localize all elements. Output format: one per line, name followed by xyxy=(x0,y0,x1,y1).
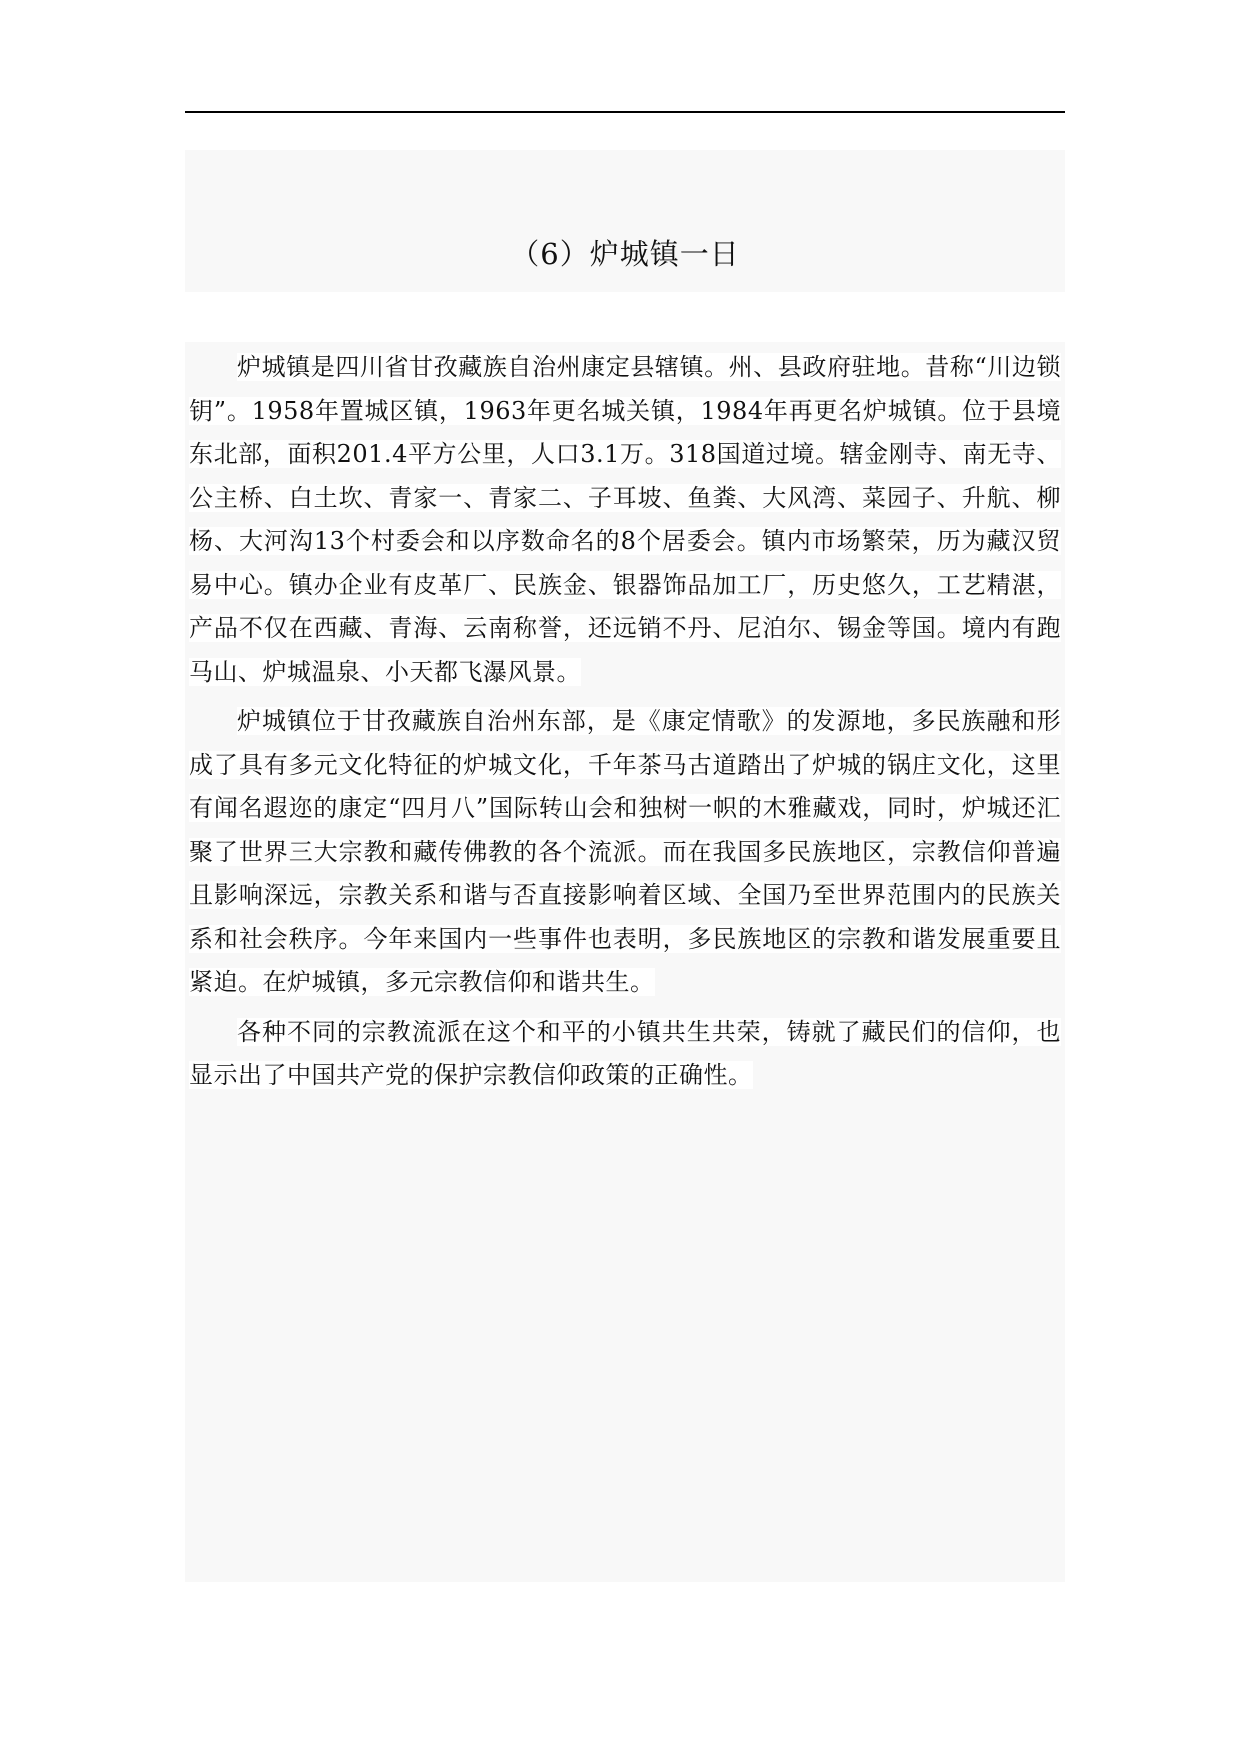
paragraph-1-text: 炉城镇是四川省甘孜藏族自治州康定县辖镇。州、县政府驻地。昔称“川边锁钥”。1958年置城区镇，1963年更名城关镇，1984年再更名炉城镇。位于县境东北部，面积201.4平方公里，人口3.1万。318国道过境。辖金刚寺、南无寺、公主桥、白土坎、青家一、青家二、子耳坡、鱼粪、大风湾、菜园子、升航、柳杨、大河沟13个村委会和以序数命名的8个居委会。镇内市场繁荣，历为藏汉贸易中心。镇办企业有皮革厂、民族金、银器饰品加工厂，历史悠久，工艺精湛，产品不仅在西藏、青海、云南称誉，还远销不丹、尼泊尔、锡金等国。境内有跑马山、炉城温泉、小天都飞瀑风景。 xyxy=(189,353,1061,686)
paragraph-1 xyxy=(185,346,1065,694)
paragraph-3-text: 各种不同的宗教流派在这个和平的小镇共生共荣，铸就了藏民们的信仰，也显示出了中国共产党的保护宗教信仰政策的正确性。 xyxy=(189,1017,1061,1089)
header-rule xyxy=(185,111,1065,113)
page-title: （6）炉城镇一日 xyxy=(510,237,740,271)
document-body xyxy=(185,342,1065,1582)
paragraph-3 xyxy=(185,1011,1065,1098)
paragraph-2 xyxy=(185,700,1065,1005)
paragraph-2-text: 炉城镇位于甘孜藏族自治州东部，是《康定情歌》的发源地，多民族融和形成了具有多元文化特征的炉城文化，千年茶马古道踏出了炉城的锅庄文化，这里有闻名遐迩的康定“四月八”国际转山会和独树一帜的木雅藏戏，同时，炉城还汇聚了世界三大宗教和藏传佛教的各个流派。而在我国多民族地区，宗教信仰普遍且影响深远，宗教关系和谐与否直接影响着区域、全国乃至世界范围内的民族关系和社会秩序。今年来国内一些事件也表明，多民族地区的宗教和谐发展重要且紧迫。在炉城镇，多元宗教信仰和谐共生。 xyxy=(189,707,1061,996)
title-block xyxy=(185,150,1065,292)
